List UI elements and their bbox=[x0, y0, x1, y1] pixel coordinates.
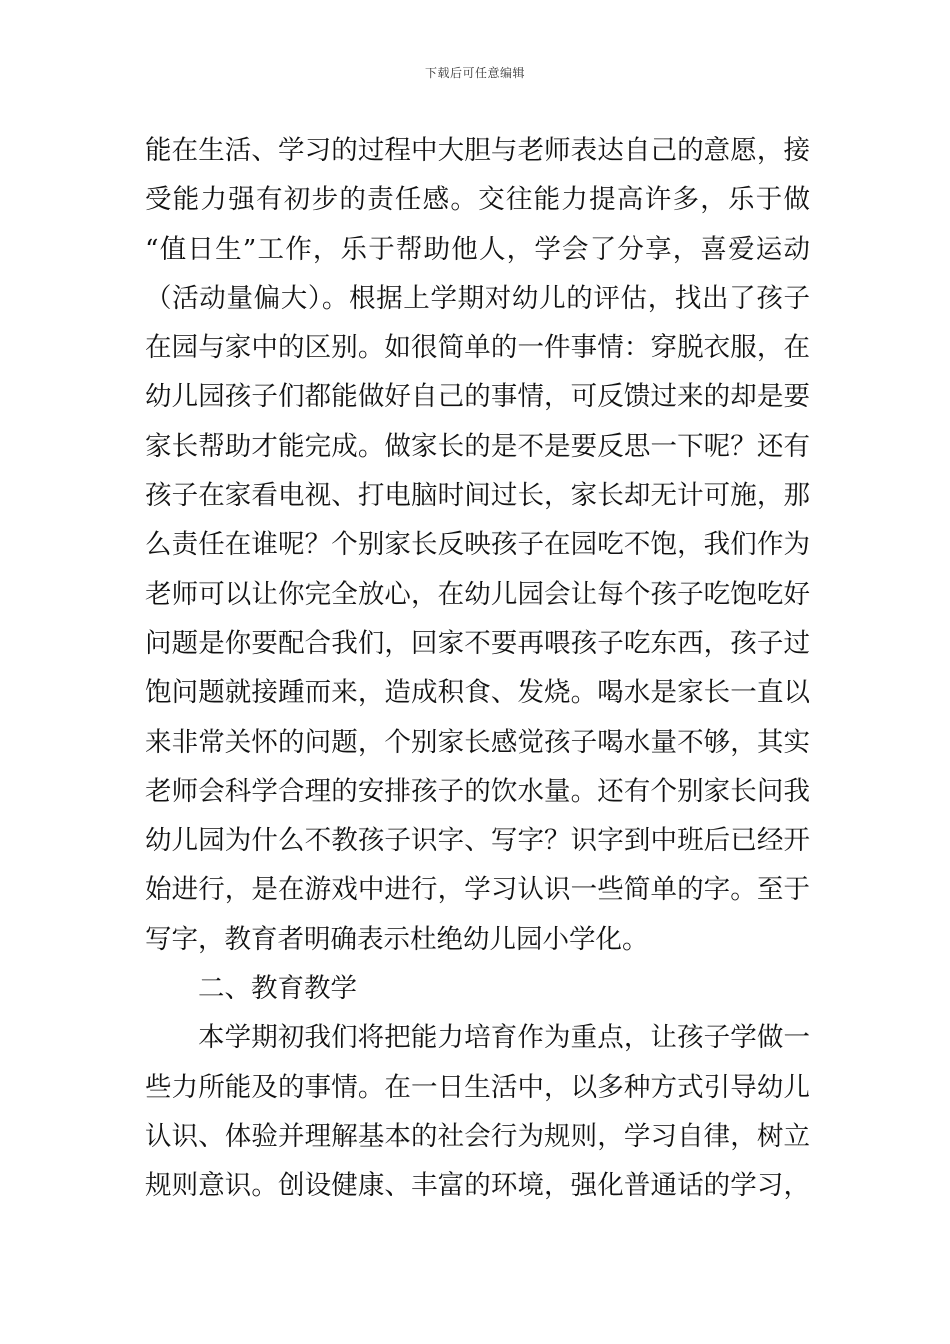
text-line: 受能力强有初步的责任感。交往能力提高许多，乐于做 bbox=[145, 184, 810, 216]
text-line: 家长帮助才能完成。做家长的是不是要反思一下呢？还有 bbox=[145, 430, 810, 462]
text-line: “值日生”工作，乐于帮助他人，学会了分享，喜爱运动 bbox=[145, 233, 810, 265]
text-line: 幼儿园为什么不教孩子识字、写字？识字到中班后已经开 bbox=[145, 825, 810, 857]
text-line: 能在生活、学习的过程中大胆与老师表达自己的意愿，接 bbox=[145, 135, 810, 166]
paragraph bbox=[145, 1013, 810, 1210]
section-heading: 二、教育教学 bbox=[198, 973, 357, 1005]
text-line: 孩子在家看电视、打电脑时间过长，家长却无计可施，那 bbox=[145, 480, 810, 512]
text-line: 来非常关怀的问题，个别家长感觉孩子喝水量不够，其实 bbox=[145, 726, 810, 758]
text-line: 么责任在谁呢？个别家长反映孩子在园吃不饱，我们作为 bbox=[145, 529, 810, 561]
text-line: 饱问题就接踵而来，造成积食、发烧。喝水是家长一直以 bbox=[145, 677, 810, 709]
text-line: 在园与家中的区别。如很简单的一件事情：穿脱衣服，在 bbox=[145, 332, 810, 364]
text-line: 老师可以让你完全放心，在幼儿园会让每个孩子吃饱吃好 bbox=[145, 578, 810, 610]
paragraph bbox=[145, 126, 810, 964]
text-line: 认识、体验并理解基本的社会行为规则，学习自律，树立 bbox=[145, 1120, 810, 1152]
text-line: 幼儿园孩子们都能做好自己的事情，可反馈过来的却是要 bbox=[145, 381, 810, 413]
text-line: 规则意识。创设健康、丰富的环境，强化普通话的学习， bbox=[145, 1170, 810, 1202]
text-line: 写字，教育者明确表示杜绝幼儿园小学化。 bbox=[145, 923, 649, 955]
text-line: 本学期初我们将把能力培育作为重点，让孩子学做一 bbox=[198, 1022, 810, 1054]
text-line: 些力所能及的事情。在一日生活中，以多种方式引导幼儿 bbox=[145, 1071, 810, 1103]
text-line: （活动量偏大）。根据上学期对幼儿的评估，找出了孩子 bbox=[145, 282, 810, 314]
text-line: 老师会科学合理的安排孩子的饮水量。还有个别家长问我 bbox=[145, 775, 810, 807]
document-body bbox=[145, 126, 810, 1211]
page-header: 下载后可任意编辑 bbox=[424, 66, 525, 80]
text-line: 始进行，是在游戏中进行，学习认识一些简单的字。至于 bbox=[145, 874, 810, 906]
text-line: 问题是你要配合我们，回家不要再喂孩子吃东西，孩子过 bbox=[145, 627, 810, 659]
